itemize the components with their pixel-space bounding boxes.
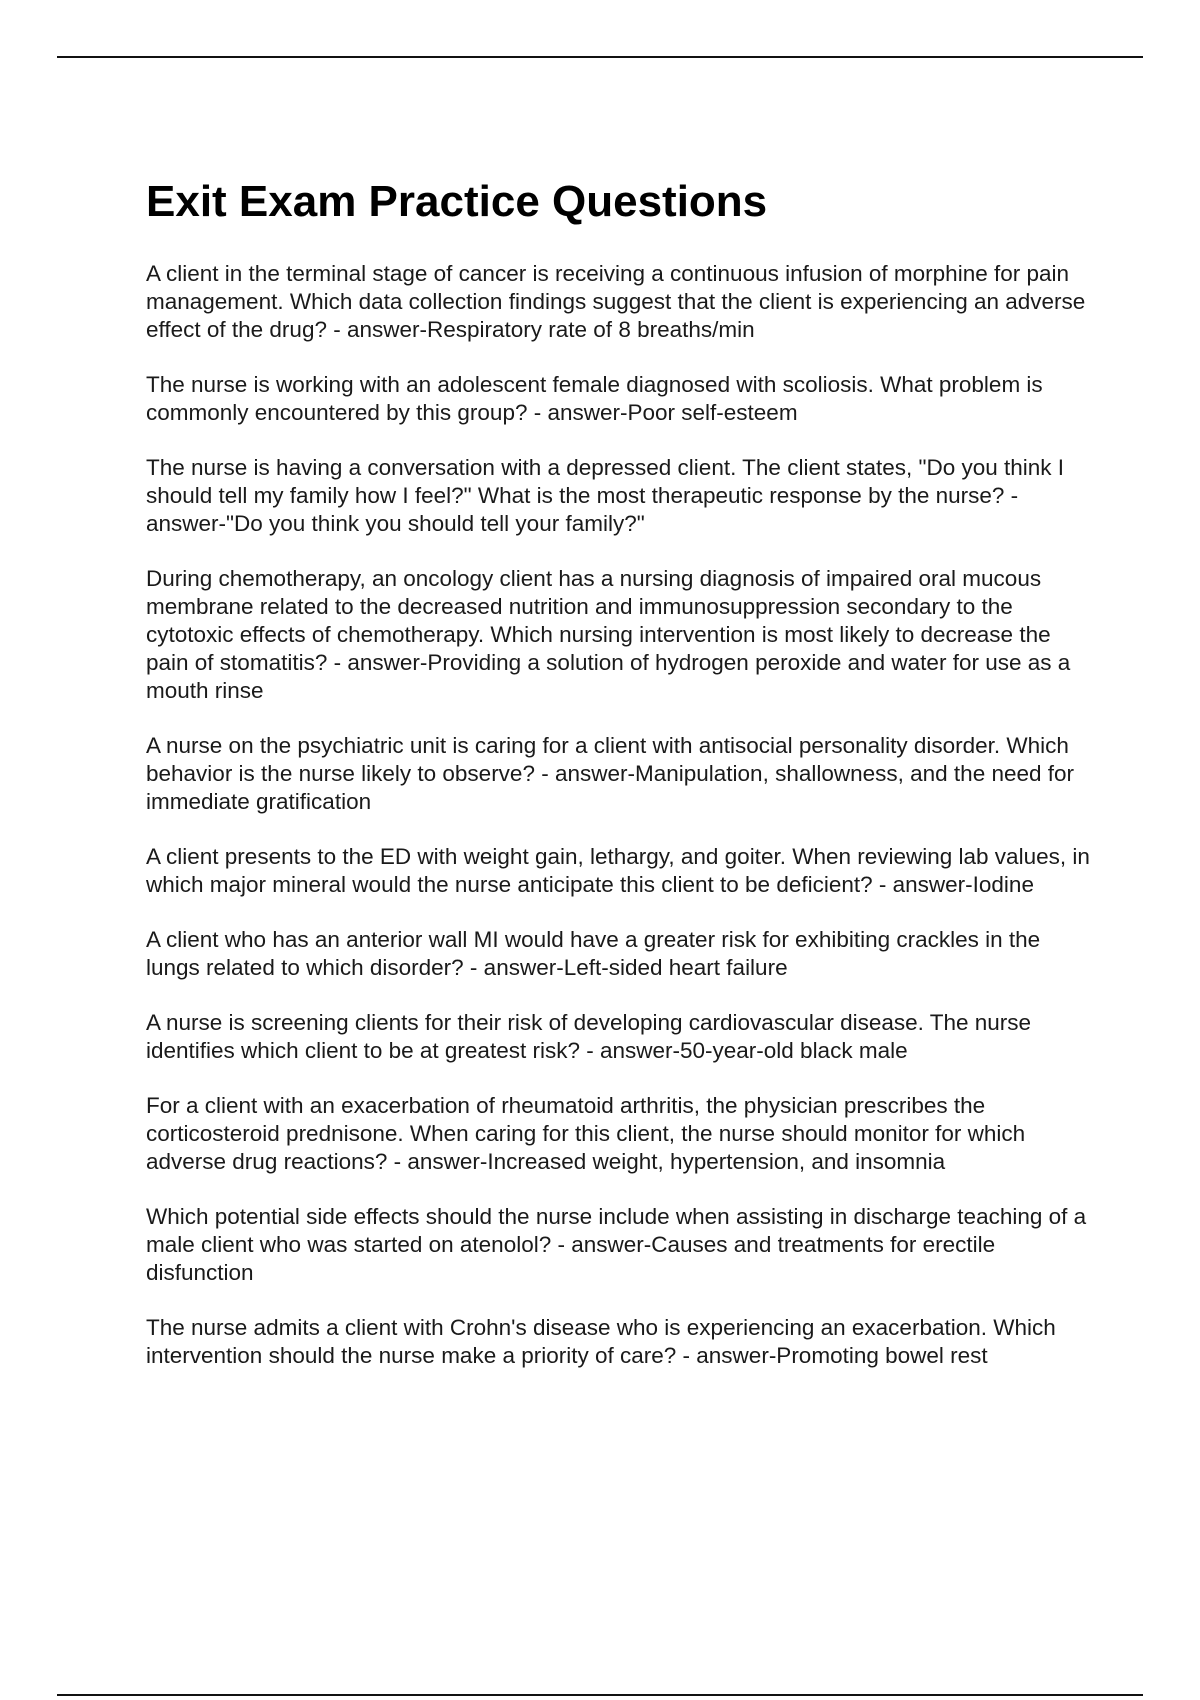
question-answer-item: For a client with an exacerbation of rheumatoid arthritis, the physician prescribes the corticosteroid prednisone. When caring for this client, the nurse should monitor for which adverse drug reactions? - answer-Increased weight, hypertension, and insomnia	[146, 1093, 1026, 1174]
question-answer-item: During chemotherapy, an oncology client has a nursing diagnosis of impaired oral mucous membrane related to the decreased nutrition and immunosuppression secondary to the cytotoxic effects of chemotherapy. Which nursing intervention is most likely to decrease the pain of stomatitis? - answer-Providing a solution of hydrogen peroxide and water for use as a mouth rinse	[146, 566, 1071, 703]
question-answer-item: The nurse is working with an adolescent female diagnosed with scoliosis. What problem is commonly encountered by this group? - answer-Poor self-esteem	[146, 372, 1043, 425]
question-answer-item: The nurse is having a conversation with a depressed client. The client states, "Do you think I should tell my family how I feel?" What is the most therapeutic response by the nurse? - answer-"Do you think you should tell your family?"	[146, 455, 1065, 536]
header-rule	[57, 56, 1143, 58]
question-answer-item: A nurse is screening clients for their risk of developing cardiovascular disease. The nurse identifies which client to be at greatest risk? - answer-50-year-old black male	[146, 1010, 1032, 1063]
document-body	[146, 172, 1096, 1397]
footer-rule	[57, 1694, 1143, 1696]
question-answer-item: A nurse on the psychiatric unit is caring for a client with antisocial personality disorder. Which behavior is the nurse likely to observe? - answer-Manipulation, shallowness, and the need for immediate gratification	[146, 733, 1075, 814]
question-answer-item: Which potential side effects should the nurse include when assisting in discharge teaching of a male client who was started on atenolol? - answer-Causes and treatments for erectile disfunction	[146, 1204, 1087, 1285]
question-answer-item: A client presents to the ED with weight gain, lethargy, and goiter. When reviewing lab values, in which major mineral would the nurse anticipate this client to be deficient? - answer-Iodine	[146, 844, 1090, 897]
question-answer-item: A client who has an anterior wall MI would have a greater risk for exhibiting crackles in the lungs related to which disorder? - answer-Left-sided heart failure	[146, 927, 1041, 980]
question-answer-item: A client in the terminal stage of cancer is receiving a continuous infusion of morphine for pain management. Which data collection findings suggest that the client is experiencing an adverse effect of the drug? - answer-Respiratory rate of 8 breaths/min	[146, 261, 1086, 342]
page-title: Exit Exam Practice Questions	[146, 177, 768, 226]
question-answer-item: The nurse admits a client with Crohn's disease who is experiencing an exacerbation. Which intervention should the nurse make a priority of care? - answer-Promoting bowel rest	[146, 1315, 1056, 1368]
